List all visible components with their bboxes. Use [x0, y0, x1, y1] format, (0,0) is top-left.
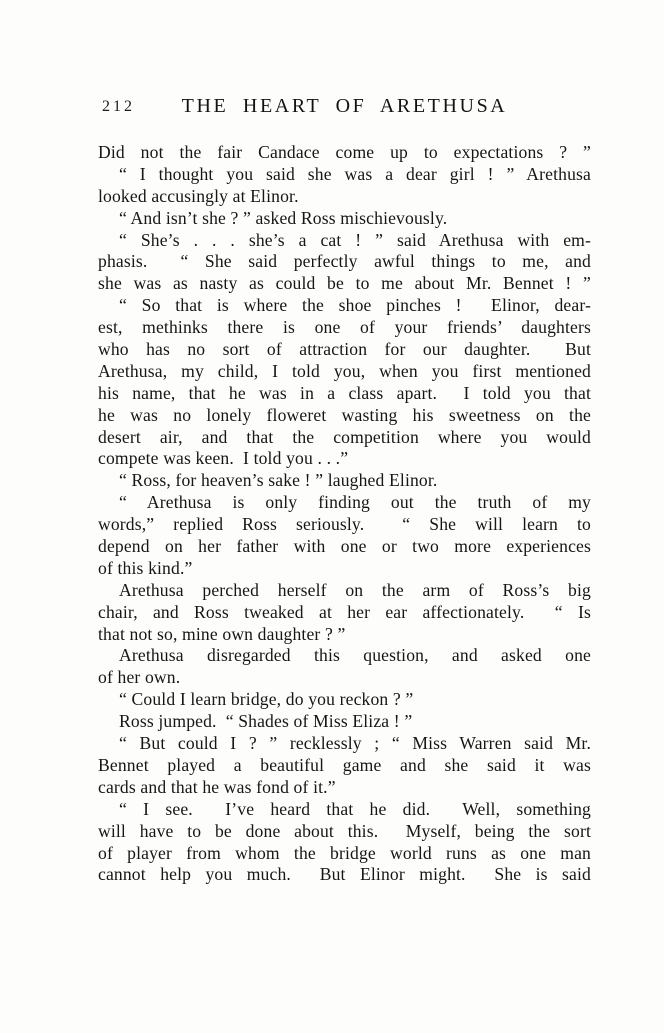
text-line: compete was keen. I told you . . .”: [98, 448, 349, 469]
text-line: his name, that he was in a class apart. I told you that: [98, 382, 591, 403]
text-line: “ But could I ? ” recklessly ; “ Miss Warren said Mr.: [119, 733, 591, 754]
text-line: will have to be done about this. Myself, being the sort: [98, 820, 591, 841]
text-line: Ross jumped. “ Shades of Miss Eliza ! ”: [119, 711, 413, 732]
text-line: “ Ross, for heaven’s sake ! ” laughed Elinor.: [119, 470, 438, 491]
page-body: [98, 142, 591, 886]
text-line: that not so, mine own daughter ? ”: [98, 623, 346, 644]
text-line: “ Arethusa is only finding out the truth of my: [119, 492, 591, 513]
text-line: of her own.: [98, 667, 181, 688]
text-line: “ I thought you said she was a dear girl ! ” Arethusa: [119, 163, 591, 184]
text-line: “ And isn’t she ? ” asked Ross mischievously.: [119, 207, 448, 228]
text-line: depend on her father with one or two more experiences: [98, 536, 591, 557]
text-line: of player from whom the bridge world runs as one man: [98, 842, 591, 863]
page-number: 212: [102, 98, 135, 115]
text-line: Bennet played a beautiful game and she said it was: [98, 754, 591, 775]
text-line: he was no lonely floweret wasting his sweetness on the: [98, 404, 591, 425]
text-line: “ I see. I’ve heard that he did. Well, something: [119, 798, 591, 819]
text-line: cards and that he was fond of it.”: [98, 776, 336, 797]
text-line: Did not the fair Candace come up to expectations ? ”: [98, 142, 591, 162]
running-title: THE HEART OF ARETHUSA: [181, 95, 508, 117]
text-line: who has no sort of attraction for our daughter. But: [98, 339, 591, 360]
page-header: [98, 95, 591, 119]
text-line: “ So that is where the shoe pinches ! Elinor, dear-: [119, 295, 591, 316]
text-line: Arethusa disregarded this question, and asked one: [119, 645, 591, 666]
text-line: est, methinks there is one of your friends’ daughters: [98, 317, 591, 338]
text-line: cannot help you much. But Elinor might. She is said: [98, 864, 591, 885]
text-line: looked accusingly at Elinor.: [98, 185, 299, 206]
text-line: she was as nasty as could be to me about Mr. Bennet ! ”: [98, 273, 591, 294]
text-line: words,” replied Ross seriously. “ She will learn to: [98, 514, 591, 535]
text-line: chair, and Ross tweaked at her ear affectionately. “ Is: [98, 601, 591, 622]
text-line: phasis. “ She said perfectly awful things to me, and: [98, 251, 591, 272]
text-line: Arethusa, my child, I told you, when you first mentioned: [98, 360, 591, 381]
text-line: “ Could I learn bridge, do you reckon ? ”: [119, 689, 414, 710]
text-line: desert air, and that the competition where you would: [98, 426, 591, 447]
text-line: of this kind.”: [98, 557, 193, 578]
text-line: Arethusa perched herself on the arm of Ross’s big: [119, 579, 591, 600]
text-line: “ She’s . . . she’s a cat ! ” said Arethusa with em-: [119, 229, 591, 250]
